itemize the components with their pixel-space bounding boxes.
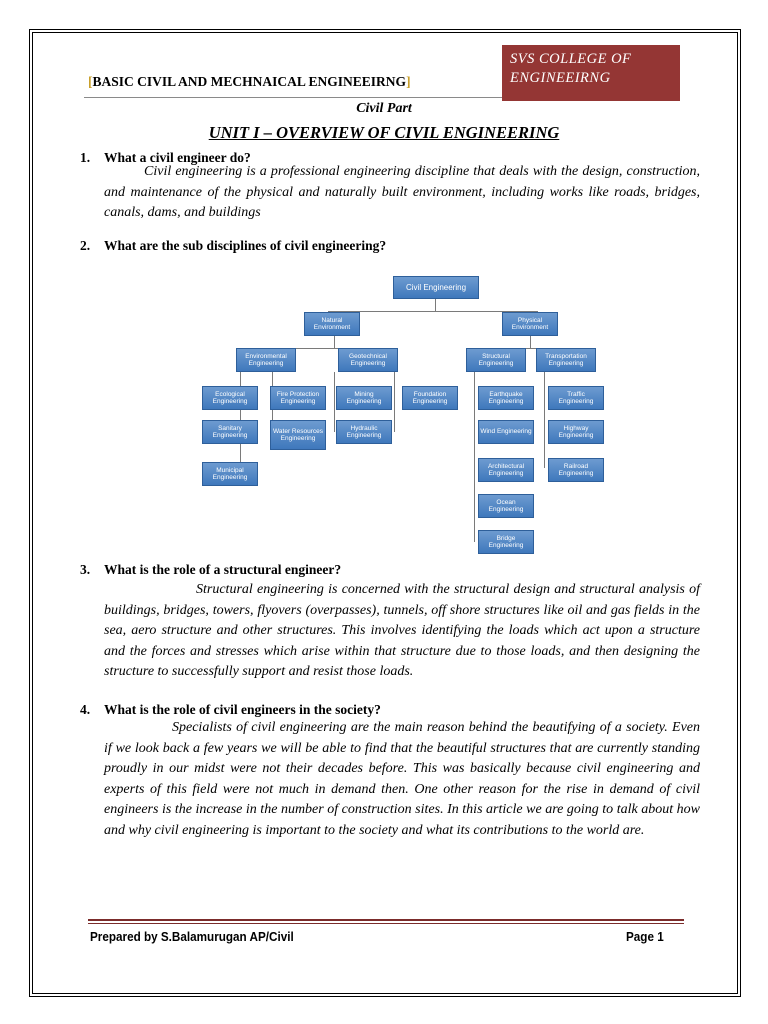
node-environmental-engineering: Environmental Engineering (236, 348, 296, 372)
node-traffic-engineering: Traffic Engineering (548, 386, 604, 410)
link (474, 372, 475, 542)
node-civil-engineering: Civil Engineering (393, 276, 479, 299)
question-text: What are the sub disciplines of civil engineering? (104, 238, 387, 253)
answer-1: Civil engineering is a professional engineering discipline that deals with the design, construction, and maintenance of the physical and naturally built environment, including works like roads, bridges, canals, dams, and buildings (104, 164, 700, 220)
header-bracket-close: ] (406, 74, 411, 89)
question-number: 3. (80, 562, 91, 577)
college-banner (502, 45, 680, 101)
node-mining-engineering: Mining Engineering (336, 386, 392, 410)
node-municipal-engineering: Municipal Engineering (202, 462, 258, 486)
node-fire-protection-engineering: Fire Protection Engineering (270, 386, 326, 410)
node-ocean-engineering: Ocean Engineering (478, 494, 534, 518)
node-earthquake-engineering: Earthquake Engineering (478, 386, 534, 410)
unit-title: UNIT I – OVERVIEW OF CIVIL ENGINEERING (208, 123, 560, 142)
node-hydraulic-engineering: Hydraulic Engineering (336, 420, 392, 444)
link (530, 335, 531, 349)
node-ecological-engineering: Ecological Engineering (202, 386, 258, 410)
question-text: What is the role of civil engineers in the society? (104, 702, 381, 717)
footer-rule-thin (88, 923, 684, 924)
link (544, 372, 545, 468)
node-bridge-engineering: Bridge Engineering (478, 530, 534, 554)
node-wind-engineering: Wind Engineering (478, 420, 534, 444)
link (435, 298, 436, 312)
node-natural-environment: Natural Environment (304, 312, 360, 336)
section-label: Civil Part (356, 101, 412, 116)
college-line-2: ENGINEEIRNG (510, 70, 611, 86)
header-bracket-open: [ (88, 74, 93, 89)
question-number: 4. (80, 702, 91, 717)
question-3 (80, 562, 341, 578)
answer-4: Specialists of civil engineering are the main reason behind the beautifying of a society. Even if we look back a few years we will be able to find that the beautiful structures that are currently standing proudly in our midst were not their decades before. This was basically because civil engineering and experts of this field were not much in demand then. One other reason for the rise in demand of civil engineers is the increase in the number of construction sites. In this article we are going to talk about how and why civil engineering is important to the society and what its contributions to the world are. (104, 720, 700, 838)
node-railroad-engineering: Railroad Engineering (548, 458, 604, 482)
node-sanitary-engineering: Sanitary Engineering (202, 420, 258, 444)
question-number: 1. (80, 150, 91, 165)
node-structural-engineering: Structural Engineering (466, 348, 526, 372)
node-transportation-engineering: Transportation Engineering (536, 348, 596, 372)
course-title: BASIC CIVIL AND MECHNAICAL ENGINEEIRNG (92, 74, 407, 89)
node-architectural-engineering: Architectural Engineering (478, 458, 534, 482)
node-physical-environment: Physical Environment (502, 312, 558, 336)
college-line-1: SVS COLLEGE OF (510, 51, 632, 67)
link (334, 335, 335, 349)
node-geotechnical-engineering: Geotechnical Engineering (338, 348, 398, 372)
footer-rule (88, 919, 684, 921)
question-text: What a civil engineer do? (104, 150, 251, 165)
question-text: What is the role of a structural engineer? (104, 562, 342, 577)
node-highway-engineering: Highway Engineering (548, 420, 604, 444)
link (334, 372, 335, 432)
node-foundation-engineering: Foundation Engineering (402, 386, 458, 410)
node-water-resources-engineering: Water Resources Engineering (270, 420, 326, 450)
question-2 (80, 238, 386, 254)
question-4 (80, 702, 381, 718)
question-number: 2. (80, 238, 91, 253)
course-header (88, 74, 411, 90)
link (394, 372, 395, 432)
header-rule (84, 97, 502, 98)
answer-3: Structural engineering is concerned with the structural design and structural analysis of buildings, bridges, towers, flyovers (overpasses), tunnels, off shore structures like oil and gas fields in the sea, aero structure and other structures. This involves identifying the loads which act upon a structure and the forces and stresses which arise within that structure due to those loads, and then designing the structure to successfully support and resist those loads. (104, 582, 700, 679)
college-name (510, 50, 680, 88)
prepared-by: Prepared by S.Balamurugan AP/Civil (90, 929, 294, 944)
sub-disciplines-diagram (196, 262, 616, 562)
page-number: Page 1 (626, 929, 664, 944)
